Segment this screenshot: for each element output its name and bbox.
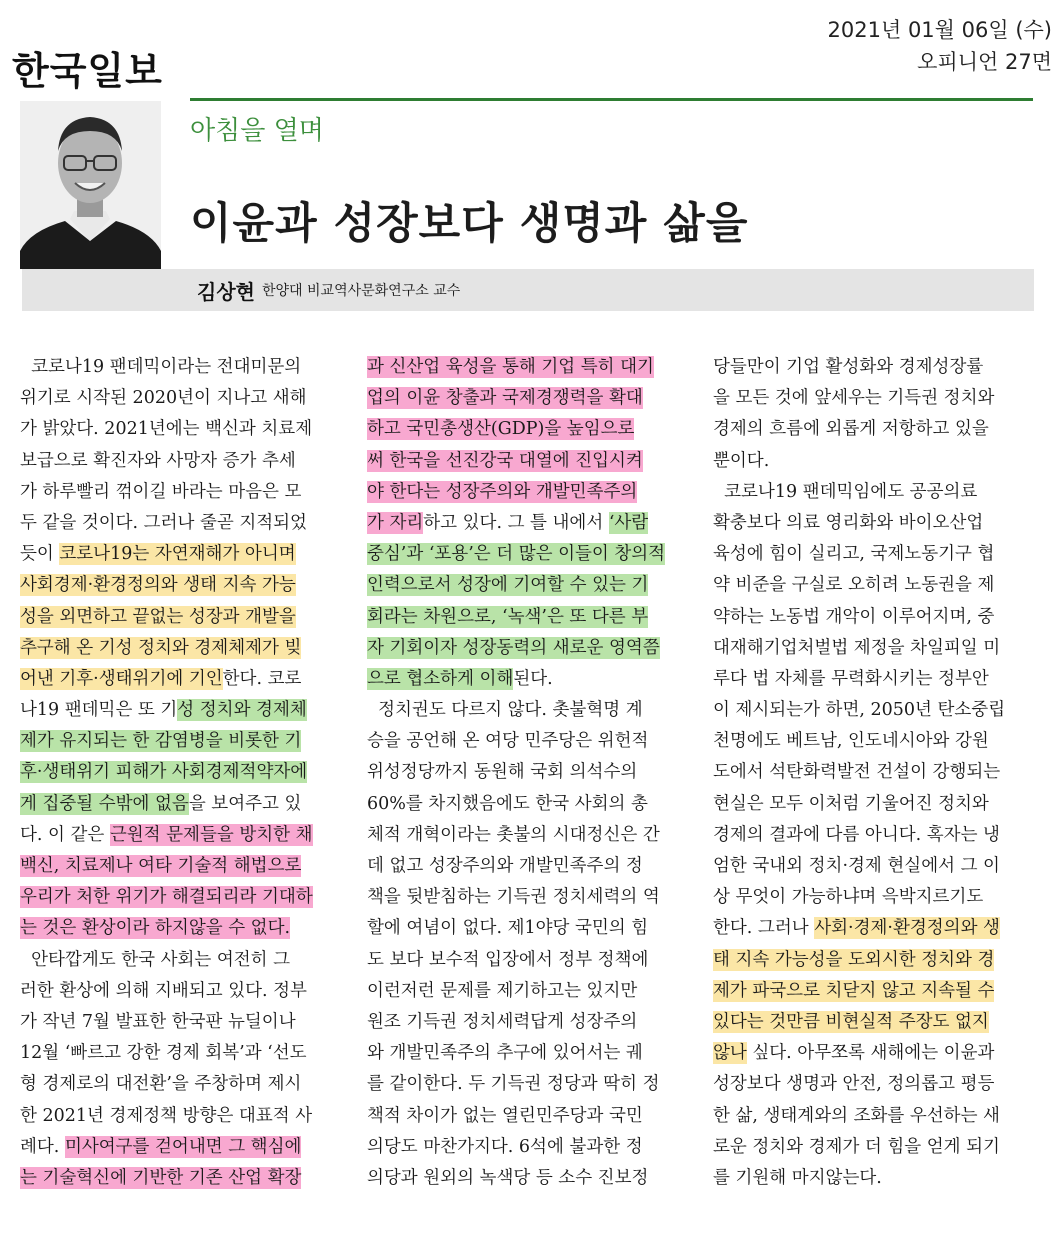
highlighted-text: 는 것은 환상이라 하지않을 수 없다.	[20, 918, 291, 939]
highlighted-text: 회라는 차원으로, ‘녹색’은 또 다른 부	[367, 606, 649, 627]
article-line	[367, 539, 689, 570]
article-line	[20, 820, 342, 851]
article-line	[367, 383, 689, 414]
byline-bar	[22, 269, 1034, 311]
highlighted-text: 는 기술혁신에 기반한 기존 산업 확장	[20, 1167, 302, 1188]
body-text: 60%를 차지했음에도 한국 사회의 총	[367, 793, 648, 814]
body-text: 육성에 힘이 실리고, 국제노동기구 협	[713, 544, 995, 565]
body-text: 코로나19 팬데믹임에도 공공의료	[713, 481, 978, 502]
article-line	[367, 446, 689, 477]
article-line	[713, 695, 1035, 726]
article-line	[367, 976, 689, 1007]
article-line	[713, 820, 1035, 851]
body-text: 하고 있다. 그 틀 내에서	[423, 512, 609, 533]
article-line	[20, 789, 342, 820]
article-line	[367, 664, 689, 695]
body-text: 데 없고 성장주의와 개발민족주의 정	[367, 856, 643, 876]
author-name: 김상현	[197, 280, 255, 304]
highlighted-text: 인력으로서 성장에 기여할 수 있는 기	[367, 575, 649, 596]
author-photo	[20, 101, 161, 269]
body-text: 위성정당까지 동원해 국회 의석수의	[367, 762, 638, 783]
highlighted-text: 백신, 치료제나 여타 기술적 해법으로	[20, 856, 302, 876]
body-text: 한다. 그러나	[713, 918, 815, 939]
highlighted-text: 사회경제·환경정의와 생태 지속 가능	[20, 575, 296, 596]
article-line	[20, 477, 342, 508]
article-line	[20, 1132, 342, 1163]
highlighted-text: 제가 유지되는 한 감염병을 비롯한 기	[20, 731, 302, 752]
article-line	[367, 1007, 689, 1038]
author-portrait-icon	[20, 101, 161, 269]
article-line	[713, 539, 1035, 570]
body-text: 을 모든 것에 앞세우는 기득권 정치와	[713, 388, 995, 409]
body-text: 다. 이 같은	[20, 824, 110, 845]
article-line	[367, 414, 689, 445]
article-line	[20, 383, 342, 414]
highlighted-text: 중심’과 ‘포용’은 더 많은 이들이 창의적	[367, 544, 666, 565]
article-line	[367, 1038, 689, 1069]
body-text: 루다 법 자체를 무력화시키는 정부안	[713, 668, 989, 689]
body-text: 한 삶, 생태계와의 조화를 우선하는 새	[713, 1105, 1000, 1126]
article-line	[367, 726, 689, 757]
article-line	[713, 664, 1035, 695]
article-line	[713, 789, 1035, 820]
article-line	[713, 1101, 1035, 1132]
article-line	[713, 882, 1035, 913]
body-text: 의당과 원외의 녹색당 등 소수 진보정	[367, 1167, 649, 1188]
body-text: 와 개발민족주의 추구에 있어서는 궤	[367, 1043, 643, 1064]
highlighted-text: 코로나19는 자연재해가 아니며	[59, 544, 296, 565]
article-line	[367, 508, 689, 539]
body-text: 러한 환상에 의해 지배되고 있다. 정부	[20, 980, 307, 1001]
article-line	[367, 633, 689, 664]
body-text: 엄한 국내외 정치·경제 현실에서 그 이	[713, 856, 1000, 876]
article-line	[20, 945, 342, 976]
article-line	[20, 414, 342, 445]
article-line	[713, 726, 1035, 757]
body-text: 싶다. 아무쪼록 새해에는 이윤과	[746, 1043, 995, 1064]
highlighted-text: 으로 협소하게 이해	[367, 668, 514, 689]
author-affiliation: 한양대 비교역사문화연구소 교수	[262, 283, 461, 299]
body-text: 형 경제로의 대전환’을 주창하며 제시	[20, 1074, 302, 1095]
article-line	[713, 851, 1035, 882]
article-line	[367, 1132, 689, 1163]
body-text: 로운 정치와 경제가 더 힘을 얻게 되기	[713, 1136, 1000, 1157]
highlighted-text: 사회·경제·환경정의와 생	[814, 918, 1000, 939]
highlighted-text: 후·생태위기 피해가 사회경제적약자에	[20, 762, 308, 783]
body-text: 한 2021년 경제정책 방향은 대표적 사	[20, 1105, 313, 1126]
body-text: 대재해기업처벌법 제정을 차일피일 미	[713, 637, 1001, 658]
article-line	[713, 913, 1035, 944]
article-line	[367, 851, 689, 882]
body-text: 가 밝았다. 2021년에는 백신과 치료제	[20, 419, 313, 440]
article-column-3	[713, 352, 1035, 1194]
article-line	[20, 352, 342, 383]
body-text: 된다.	[513, 668, 553, 689]
article-line	[20, 539, 342, 570]
article-line	[713, 508, 1035, 539]
article-line	[367, 352, 689, 383]
article-line	[367, 1163, 689, 1194]
article-line	[367, 945, 689, 976]
body-text: 할에 여념이 없다. 제1야당 국민의 힘	[367, 918, 649, 939]
highlighted-text: ‘사람	[608, 512, 649, 533]
highlighted-text: 성 정치와 경제체	[177, 700, 307, 721]
body-text: 현실은 모두 이처럼 기울어진 정치와	[713, 793, 989, 814]
body-text: 이런저런 문제를 제기하고는 있지만	[367, 980, 638, 1001]
body-text: 듯이	[20, 544, 60, 565]
article-line	[20, 508, 342, 539]
article-line	[713, 1163, 1035, 1194]
issue-date: 2021년 01월 06일 (수)	[827, 18, 1052, 42]
body-text: 한다. 코로	[222, 668, 302, 689]
article-line	[713, 976, 1035, 1007]
article-line	[20, 664, 342, 695]
highlighted-text: 과 신산업 육성을 통해 기업 특히 대기	[367, 357, 654, 377]
article-line	[367, 695, 689, 726]
article-line	[713, 1132, 1035, 1163]
highlighted-text: 자 기회이자 성장동력의 새로운 영역쯤	[367, 637, 660, 658]
article-line	[713, 1038, 1035, 1069]
dateline	[828, 14, 1052, 78]
article-line	[20, 913, 342, 944]
article-line	[713, 570, 1035, 601]
article-line	[367, 1069, 689, 1100]
highlighted-text: 가 자리	[367, 512, 424, 533]
article-line	[367, 477, 689, 508]
body-text: 약하는 노동법 개악이 이루어지며, 중	[713, 606, 995, 627]
body-text: 를 같이한다. 두 기득권 정당과 딱히 정	[367, 1074, 660, 1095]
article-line	[20, 1163, 342, 1194]
highlighted-text: 성을 외면하고 끝없는 성장과 개발을	[20, 606, 296, 627]
highlighted-text: 어낸 기후·생태위기에 기인	[20, 668, 223, 689]
body-text: 뿐이다.	[713, 450, 770, 471]
highlighted-text: 제가 파국으로 치닫지 않고 지속될 수	[713, 980, 995, 1001]
article-line	[713, 945, 1035, 976]
article-line	[713, 1069, 1035, 1100]
highlighted-text: 써 한국을 선진강국 대열에 진입시켜	[367, 450, 643, 471]
article-line	[367, 789, 689, 820]
article-line	[20, 633, 342, 664]
highlighted-text: 게 집중될 수밖에 없음	[20, 793, 189, 814]
article-column-1	[20, 352, 342, 1194]
article-line	[20, 851, 342, 882]
article-line	[20, 602, 342, 633]
article-line	[367, 757, 689, 788]
body-text: 위기로 시작된 2020년이 지나고 새해	[20, 388, 307, 409]
newspaper-logo: 한국일보	[12, 49, 163, 93]
header-rule	[190, 98, 1033, 101]
article-line	[713, 477, 1035, 508]
body-text: 두 같을 것이다. 그러나 줄곧 지적되었	[20, 512, 307, 533]
highlighted-text: 추구해 온 기성 정치와 경제체제가 빚	[20, 637, 302, 658]
body-text: 가 작년 7월 발표한 한국판 뉴딜이나	[20, 1011, 296, 1032]
article-line	[367, 1101, 689, 1132]
body-text: 보급으로 확진자와 사망자 증가 추세	[20, 450, 296, 471]
article-line	[20, 695, 342, 726]
article-line	[20, 1069, 342, 1100]
highlighted-text: 야 한다는 성장주의와 개발민족주의	[367, 481, 638, 502]
article-line	[713, 757, 1035, 788]
body-text: 확충보다 의료 영리화와 바이오산업	[713, 512, 984, 533]
article-line	[713, 352, 1035, 383]
body-text: 례다.	[20, 1136, 65, 1157]
article-line	[713, 383, 1035, 414]
body-text: 의당도 마찬가지다. 6석에 불과한 정	[367, 1136, 643, 1157]
article-line	[20, 726, 342, 757]
highlighted-text: 있다는 것만큼 비현실적 주장도 없지	[713, 1011, 989, 1032]
body-text: 원조 기득권 정치세력답게 성장주의	[367, 1011, 638, 1032]
body-text: 정치권도 다르지 않다. 촛불혁명 계	[367, 700, 643, 721]
highlighted-text: 근원적 문제들을 방치한 채	[109, 824, 313, 845]
article-headline: 이윤과 성장보다 생명과 삶을	[190, 199, 749, 249]
article-line	[20, 757, 342, 788]
article-line	[367, 882, 689, 913]
article-line	[713, 1007, 1035, 1038]
article-line	[367, 820, 689, 851]
article-line	[20, 446, 342, 477]
body-text: 책을 뒷받침하는 기득권 정치세력의 역	[367, 887, 660, 908]
article-line	[20, 570, 342, 601]
body-text: 이 제시되는가 하면, 2050년 탄소중립	[713, 700, 1006, 721]
article-line	[713, 446, 1035, 477]
body-text: 약 비준을 구실로 오히려 노동권을 제	[713, 575, 995, 596]
body-text: 책적 차이가 없는 열린민주당과 국민	[367, 1105, 643, 1126]
body-text: 성장보다 생명과 안전, 정의롭고 평등	[713, 1074, 995, 1095]
section-page: 오피니언 27면	[917, 50, 1052, 74]
highlighted-text: 태 지속 가능성을 도외시한 정치와 경	[713, 949, 995, 970]
article-line	[713, 414, 1035, 445]
highlighted-text: 하고 국민총생산(GDP)을 높임으로	[367, 419, 635, 440]
highlighted-text: 않나	[713, 1043, 747, 1064]
body-text: 코로나19 팬데믹이라는 전대미문의	[20, 357, 302, 377]
article-line	[20, 882, 342, 913]
body-text: 도 보다 보수적 입장에서 정부 정책에	[367, 949, 649, 970]
body-text: 안타깝게도 한국 사회는 여전히 그	[20, 949, 291, 970]
body-text: 12월 ‘빠르고 강한 경제 회복’과 ‘선도	[20, 1043, 307, 1064]
body-text: 천명에도 베트남, 인도네시아와 강원	[713, 731, 989, 752]
article-line	[713, 633, 1035, 664]
article-line	[20, 1007, 342, 1038]
highlighted-text: 미사여구를 걷어내면 그 핵심에	[64, 1136, 302, 1157]
article-line	[367, 570, 689, 601]
article-column-2	[367, 352, 689, 1194]
body-text: 가 하루빨리 꺾이길 바라는 마음은 모	[20, 481, 302, 502]
body-text: 경제의 결과에 다름 아니다. 혹자는 냉	[713, 824, 1000, 845]
body-text: 경제의 흐름에 외롭게 저항하고 있을	[713, 419, 989, 440]
body-text: 승을 공언해 온 여당 민주당은 위헌적	[367, 731, 649, 752]
highlighted-text: 우리가 처한 위기가 해결되리라 기대하	[20, 887, 313, 908]
column-series-name: 아침을 열며	[190, 116, 324, 146]
article-line	[20, 976, 342, 1007]
body-text: 를 기원해 마지않는다.	[713, 1167, 882, 1188]
body-text: 상 무엇이 가능하냐며 윽박지르기도	[713, 887, 984, 908]
body-text: 당들만이 기업 활성화와 경제성장률	[713, 357, 984, 377]
body-text: 을 보여주고 있	[188, 793, 302, 814]
body-text: 체적 개혁이라는 촛불의 시대정신은 간	[367, 824, 660, 845]
body-text: 나19 팬데믹은 또 기	[20, 700, 178, 721]
highlighted-text: 업의 이윤 창출과 국제경쟁력을 확대	[367, 388, 643, 409]
article-line	[367, 602, 689, 633]
article-line	[367, 913, 689, 944]
article-line	[20, 1038, 342, 1069]
article-line	[20, 1101, 342, 1132]
article-line	[713, 602, 1035, 633]
body-text: 도에서 석탄화력발전 건설이 강행되는	[713, 762, 1001, 783]
